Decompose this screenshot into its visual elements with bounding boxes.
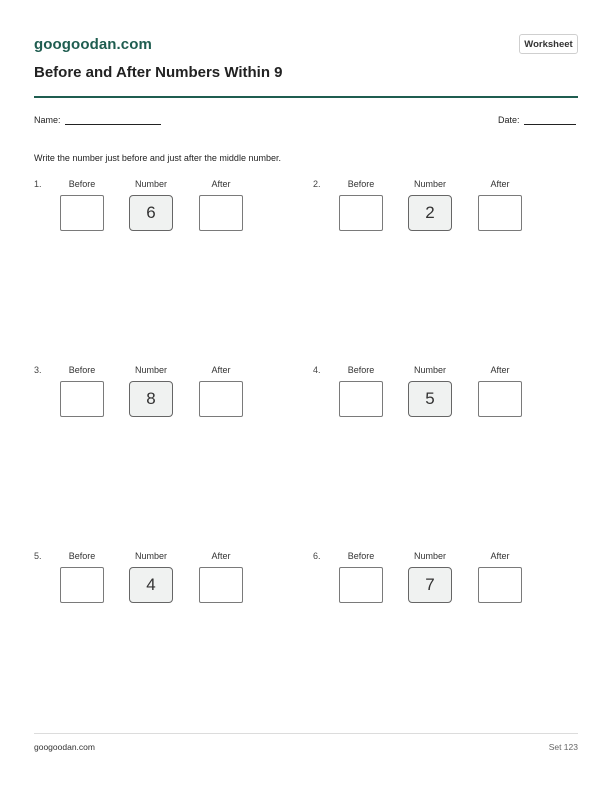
footer-divider bbox=[34, 733, 578, 734]
problem-number: 3. bbox=[34, 365, 42, 375]
after-answer-box[interactable] bbox=[199, 567, 243, 603]
number-label: Number bbox=[413, 551, 446, 561]
problem-item bbox=[34, 365, 304, 435]
before-answer-box[interactable] bbox=[60, 381, 104, 417]
name-blank-line[interactable] bbox=[65, 115, 161, 125]
before-answer-box[interactable] bbox=[339, 567, 383, 603]
before-label: Before bbox=[68, 365, 96, 375]
page-title: Before and After Numbers Within 9 bbox=[34, 64, 283, 81]
date-blank-line[interactable] bbox=[524, 115, 576, 125]
problem-item bbox=[34, 179, 304, 249]
problem-number: 6. bbox=[313, 551, 321, 561]
footer-set-label: Set 123 bbox=[548, 742, 578, 752]
number-label: Number bbox=[413, 179, 446, 189]
after-answer-box[interactable] bbox=[478, 195, 522, 231]
name-field bbox=[34, 115, 161, 125]
problem-number: 5. bbox=[34, 551, 42, 561]
name-label: Name: bbox=[34, 115, 61, 125]
problem-number: 4. bbox=[313, 365, 321, 375]
number-label: Number bbox=[134, 179, 167, 189]
given-number-box: 2 bbox=[408, 195, 452, 231]
after-label: After bbox=[490, 365, 510, 375]
instructions: Write the number just before and just after the middle number. bbox=[34, 153, 281, 163]
before-answer-box[interactable] bbox=[339, 195, 383, 231]
given-number-box: 4 bbox=[129, 567, 173, 603]
before-label: Before bbox=[347, 551, 375, 561]
given-number-box: 5 bbox=[408, 381, 452, 417]
problem-item bbox=[313, 365, 583, 435]
brand-logo-text: googoodan.com bbox=[34, 36, 152, 53]
footer-site: googoodan.com bbox=[34, 742, 95, 752]
after-answer-box[interactable] bbox=[199, 381, 243, 417]
header-divider bbox=[34, 96, 578, 98]
before-answer-box[interactable] bbox=[60, 567, 104, 603]
before-label: Before bbox=[68, 551, 96, 561]
number-label: Number bbox=[134, 551, 167, 561]
after-label: After bbox=[490, 179, 510, 189]
given-number-box: 8 bbox=[129, 381, 173, 417]
problem-item bbox=[313, 179, 583, 249]
after-label: After bbox=[490, 551, 510, 561]
problem-number: 2. bbox=[313, 179, 321, 189]
after-label: After bbox=[211, 365, 231, 375]
problem-item bbox=[313, 551, 583, 621]
before-label: Before bbox=[347, 365, 375, 375]
number-label: Number bbox=[413, 365, 446, 375]
worksheet-badge: Worksheet bbox=[519, 34, 578, 54]
date-field bbox=[498, 115, 576, 125]
problem-item bbox=[34, 551, 304, 621]
before-label: Before bbox=[68, 179, 96, 189]
after-label: After bbox=[211, 551, 231, 561]
after-answer-box[interactable] bbox=[478, 381, 522, 417]
after-answer-box[interactable] bbox=[478, 567, 522, 603]
before-answer-box[interactable] bbox=[339, 381, 383, 417]
before-answer-box[interactable] bbox=[60, 195, 104, 231]
problem-number: 1. bbox=[34, 179, 42, 189]
number-label: Number bbox=[134, 365, 167, 375]
after-answer-box[interactable] bbox=[199, 195, 243, 231]
after-label: After bbox=[211, 179, 231, 189]
given-number-box: 7 bbox=[408, 567, 452, 603]
given-number-box: 6 bbox=[129, 195, 173, 231]
date-label: Date: bbox=[498, 115, 520, 125]
before-label: Before bbox=[347, 179, 375, 189]
